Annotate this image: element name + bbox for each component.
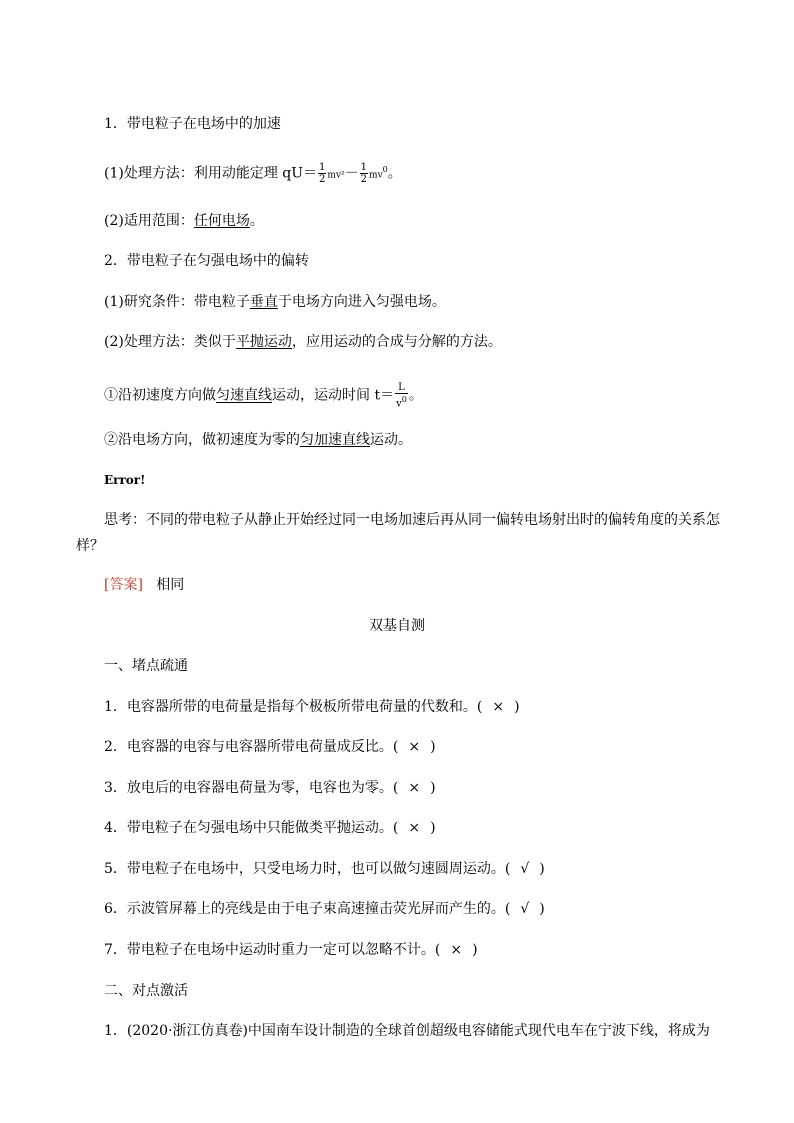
list-item: 2．电容器的电容与电容器所带电荷量成反比。( × ): [104, 739, 436, 755]
item2-answer: 匀加速直线: [300, 432, 370, 448]
mv-squared: mv²: [327, 170, 345, 181]
judgement-mark: ×: [408, 820, 421, 836]
list-item: 5．带电粒子在电场中，只受电场力时，也可以做匀速圆周运动。( √ ): [104, 861, 545, 877]
error-text: Error!: [104, 473, 146, 487]
method-label: (1)处理方法：利用动能定理 qU＝: [104, 165, 318, 182]
judgement-mark: √: [520, 901, 530, 917]
think-line1: 思考：不同的带电粒子从静止开始经过同一电场加速后再从同一偏转电场射出时的偏转角度的关系怎: [104, 512, 720, 528]
judgement-mark: √: [520, 861, 530, 877]
answer-row: [104, 575, 184, 595]
section-heading: 双基自测: [369, 618, 425, 634]
judgement-mark: ×: [450, 942, 463, 958]
list-item: 6．示波管屏幕上的亮线是由于电子束高速撞击荧光屏而产生的。( √ ): [104, 901, 545, 917]
part2-title: 二、对点激活: [104, 983, 188, 999]
part1-title: 一、堵点疏通: [104, 658, 188, 674]
judgement-mark: ×: [408, 739, 421, 755]
section2-item2: ②沿电场方向，做初速度为零的匀加速直线运动。: [104, 432, 412, 448]
minus-sign: －: [344, 165, 359, 182]
judgement-mark: ×: [408, 780, 421, 796]
mv0: mv: [369, 170, 383, 181]
section2-item1: ①沿初速度方向做匀速直线运动，运动时间 t＝ $\frac{L}{v^0}$ 。: [104, 382, 423, 410]
list-item: 4．带电粒子在匀强电场中只能做类平抛运动。( × ): [104, 820, 436, 836]
method-answer: 平抛运动: [235, 334, 292, 350]
answer-value: 相同: [156, 577, 185, 593]
answer-tag: [答案]: [104, 577, 143, 593]
item1-answer: 匀速直线: [216, 387, 272, 404]
think-line2: 样？: [76, 538, 104, 554]
judgement-mark: ×: [492, 699, 505, 715]
condition-answer: 垂直: [249, 294, 278, 310]
fraction-half-1: $\frac{1}{2}$: [319, 162, 326, 186]
section2-title: 2．带电粒子在匀强电场中的偏转: [104, 253, 309, 269]
section2-condition: (1)研究条件：带电粒子垂直于电场方向进入匀强电场。: [104, 294, 446, 310]
scope-answer: 任何电场: [193, 213, 250, 229]
list-item: 7．带电粒子在电场中运动时重力一定可以忽略不计。( × ): [104, 942, 478, 958]
fraction-half-2: $\frac{1}{2}$: [360, 162, 368, 186]
section1-scope: (2)适用范围：任何电场。: [104, 213, 264, 229]
section1-title: 1．带电粒子在电场中的加速: [104, 116, 281, 132]
list-item: 3．放电后的电容器电荷量为零，电容也为零。( × ): [104, 780, 436, 796]
fraction-l-v0: $\frac{L}{v^0}$: [396, 382, 407, 410]
section1-method: (1)处理方法：利用动能定理 qU＝ $\frac{1}{2}$ mv²－ $\frac{1}{2}$ $mv^0$。: [104, 162, 402, 186]
section2-method: (2)处理方法：类似于平抛运动，应用运动的合成与分解的方法。: [104, 334, 502, 350]
list-item: 1．电容器所带的电荷量是指每个极板所带电荷量的代数和。( × ): [104, 699, 520, 715]
question-1: 1．(2020·浙江仿真卷)中国南车设计制造的全球首创超级电容储能式现代电车在宁波下线，将成为: [104, 1023, 710, 1039]
